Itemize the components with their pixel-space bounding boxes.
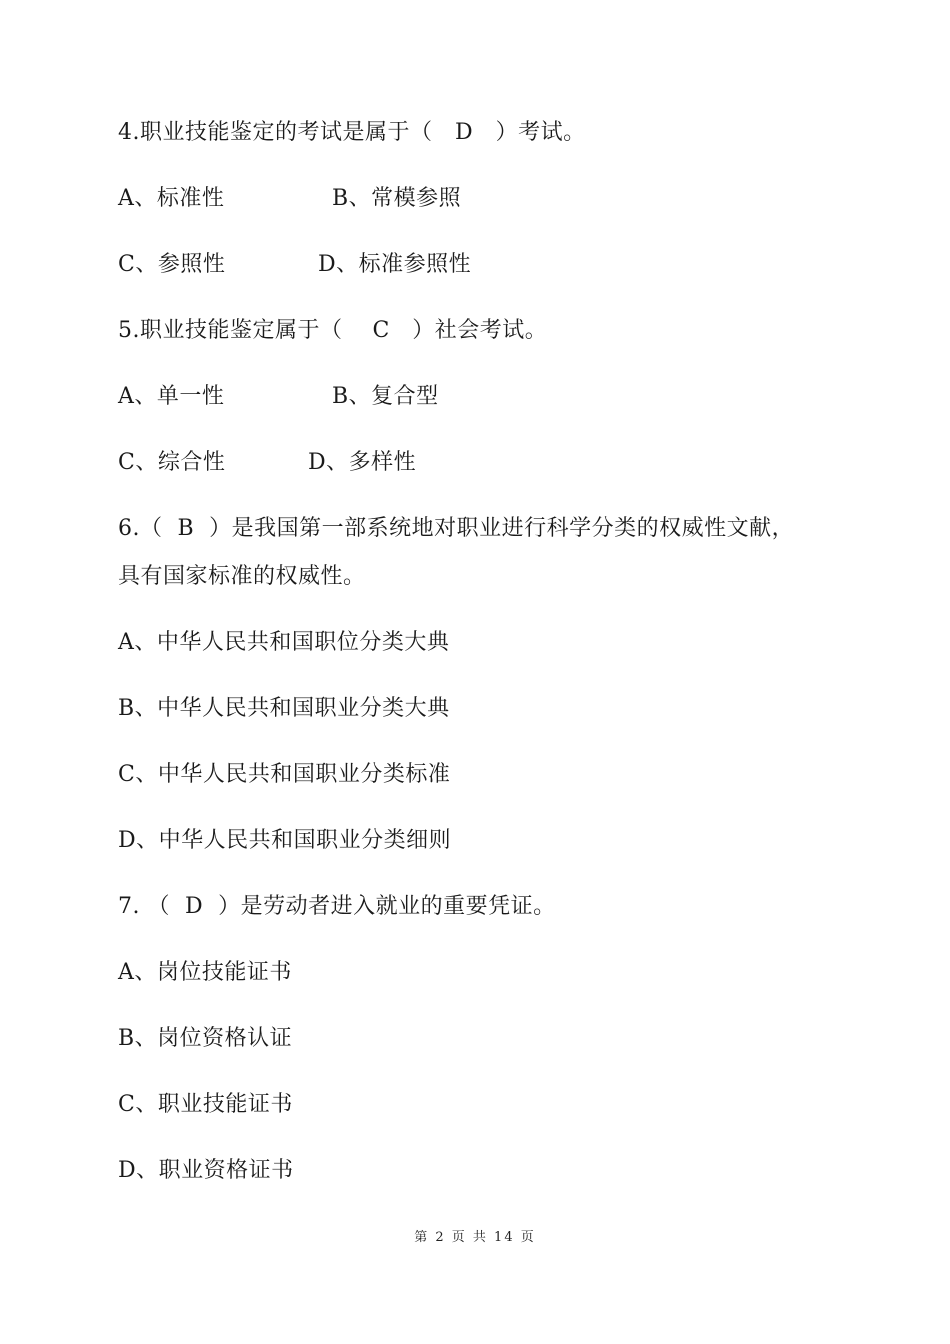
question-7-stem: 7. （ D ）是劳动者进入就业的重要凭证。 [118, 894, 556, 919]
question-5-option-c: C、综合性 [118, 450, 226, 475]
question-4-option-c: C、参照性 [118, 252, 226, 277]
question-6-option-a: A、中华人民共和国职位分类大典 [118, 630, 450, 655]
question-6-stem-line-2: 具有国家标准的权威性。 [118, 564, 366, 589]
question-5-option-a: A、单一性 [118, 384, 225, 409]
question-7-option-b: B、岗位资格认证 [118, 1026, 293, 1051]
question-5-option-b: B、复合型 [332, 384, 439, 409]
question-5-options-row-2 [118, 448, 417, 568]
question-6-option-c: C、中华人民共和国职业分类标准 [118, 762, 451, 787]
question-6-option-d: D、中华人民共和国职业分类细则 [118, 828, 452, 853]
question-4-option-b: B、常模参照 [332, 186, 462, 211]
question-6-option-b: B、中华人民共和国职业分类大典 [118, 696, 450, 721]
question-4-option-a: A、标准性 [118, 186, 225, 211]
question-7-option-c: C、职业技能证书 [118, 1092, 293, 1117]
question-7-option-d: D、职业资格证书 [118, 1158, 294, 1183]
question-5-stem: 5.职业技能鉴定属于（ C ）社会考试。 [118, 318, 548, 343]
question-4-stem: 4.职业技能鉴定的考试是属于（ D ）考试。 [118, 120, 586, 145]
question-4-option-d: D、标准参照性 [318, 252, 472, 277]
question-5-option-d: D、多样性 [308, 450, 417, 475]
question-7-option-a: A、岗位技能证书 [118, 960, 292, 985]
page-number-footer: 第 2 页 共 14 页 [414, 1230, 536, 1245]
question-6-stem-line-1: 6.（ B ）是我国第一部系统地对职业进行科学分类的权威性文献， [118, 516, 795, 541]
